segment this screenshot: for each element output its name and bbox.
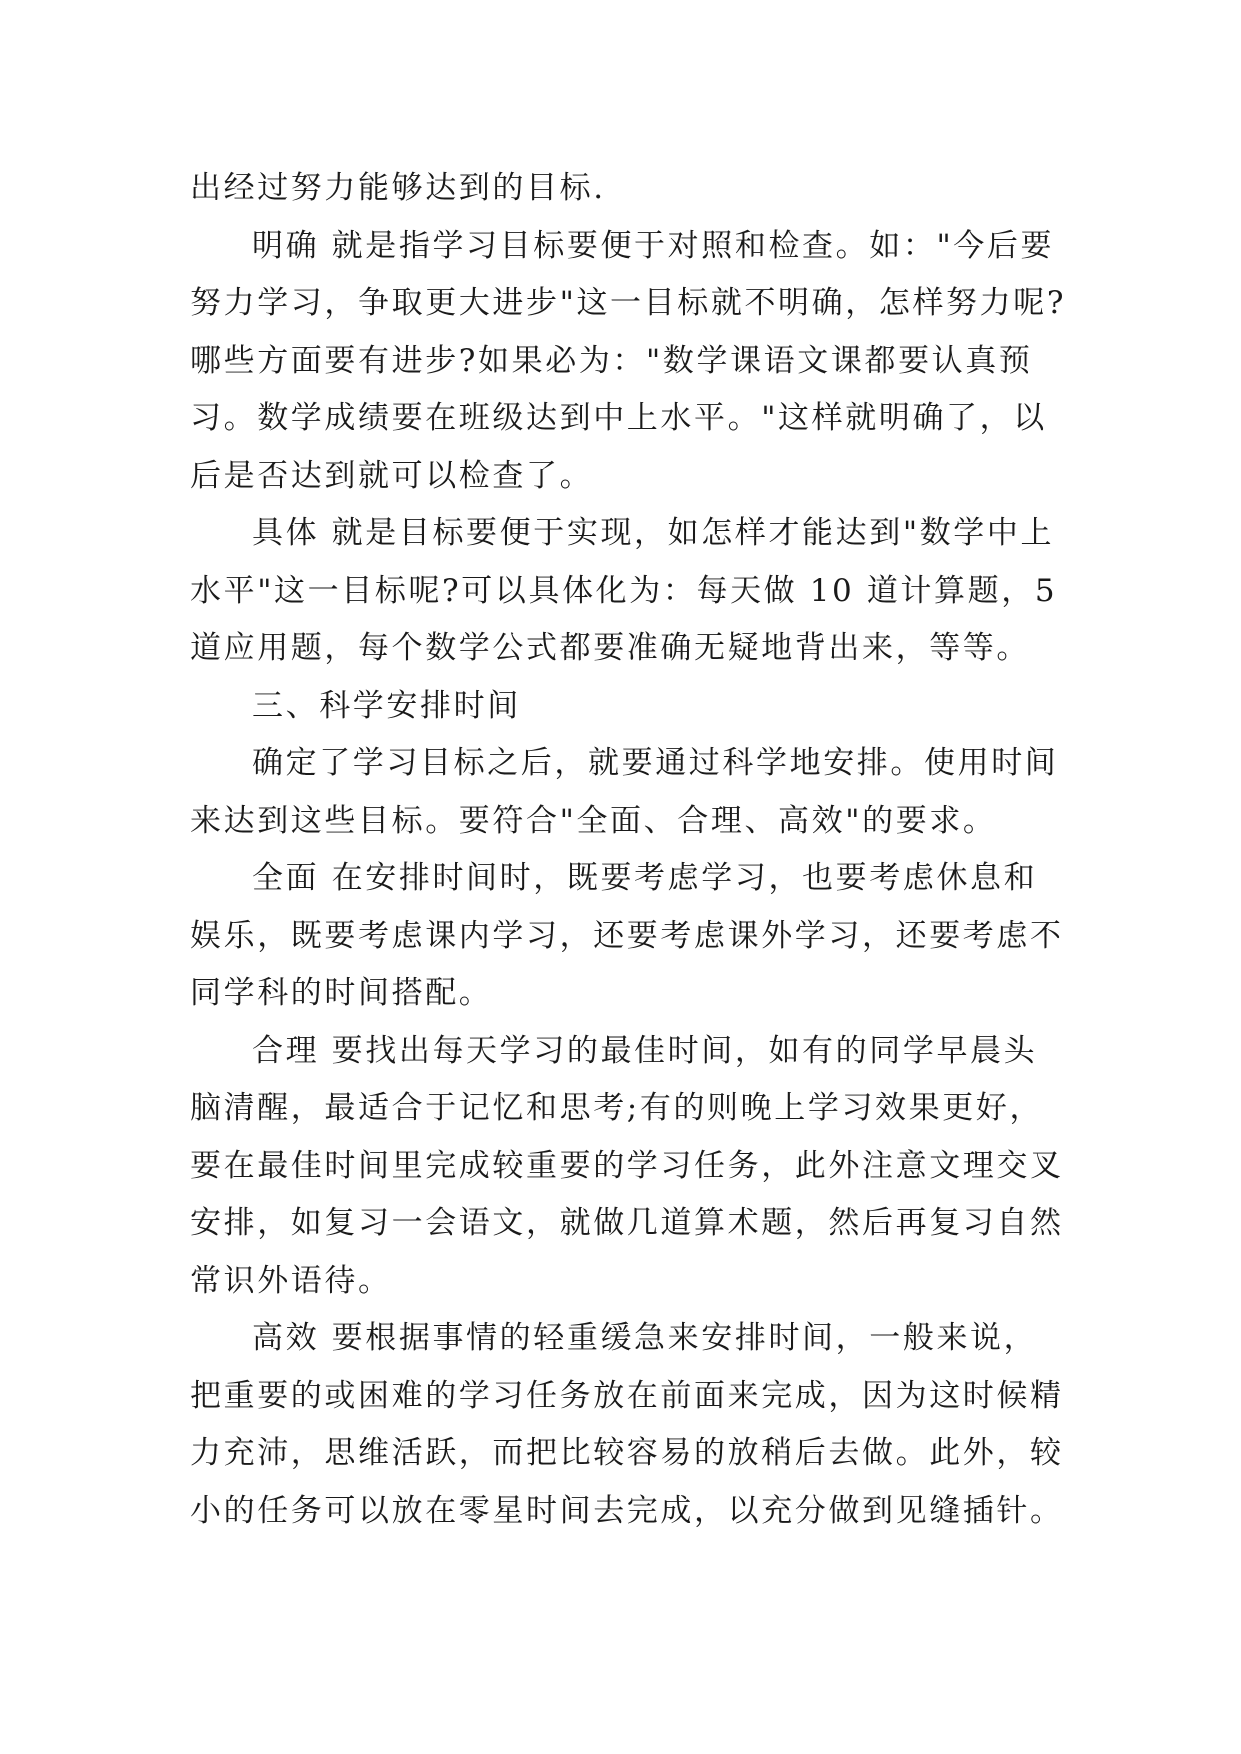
paragraph-specific-goal: 具体 就是目标要便于实现，如怎样才能达到"数学中上水平"这一目标呢?可以具体化为：每天做 10 道计算题，5 道应用题，每个数学公式都要准确无疑地背出来，等等。 [190,515,1070,666]
paragraph-continuation: 出经过努力能够达到的目标. [190,170,606,206]
paragraph-clear-goal: 明确 就是指学习目标要便于对照和检查。如："今后要努力学习，争取更大进步"这一目标就不明确，怎样努力呢?哪些方面要有进步?如果必为："数学课语文课都要认真预习。数学成绩要在班级达到中上水平。"这样就明确了，以后是否达到就可以检查了。 [190,227,1067,494]
document-body [190,160,1070,1540]
paragraph-after-goals: 确定了学习目标之后，就要通过科学地安排。使用时间来达到这些目标。要符合"全面、合理、高效"的要求。 [190,745,1059,839]
section-heading-time-arrangement: 三、科学安排时间 [252,687,521,724]
paragraph-reasonable: 合理 要找出每天学习的最佳时间，如有的同学早晨头脑清醒，最适合于记忆和思考;有的则晚上学习效果更好，要在最佳时间里完成较重要的学习任务，此外注意文理交叉安排，如复习一会语文，就做几道算术题，然后再复习自然常识外语待。 [190,1032,1064,1299]
paragraph-comprehensive: 全面 在安排时间时，既要考虑学习，也要考虑休息和娱乐，既要考虑课内学习，还要考虑课外学习，还要考虑不同学科的时间搭配。 [190,860,1064,1011]
paragraph-efficient: 高效 要根据事情的轻重缓急来安排时间，一般来说，把重要的或困难的学习任务放在前面来完成，因为这时候精力充沛，思维活跃，而把比较容易的放稍后去做。此外，较小的任务可以放在零星时间去完成，以充分做到见缝插针。 [190,1320,1064,1529]
